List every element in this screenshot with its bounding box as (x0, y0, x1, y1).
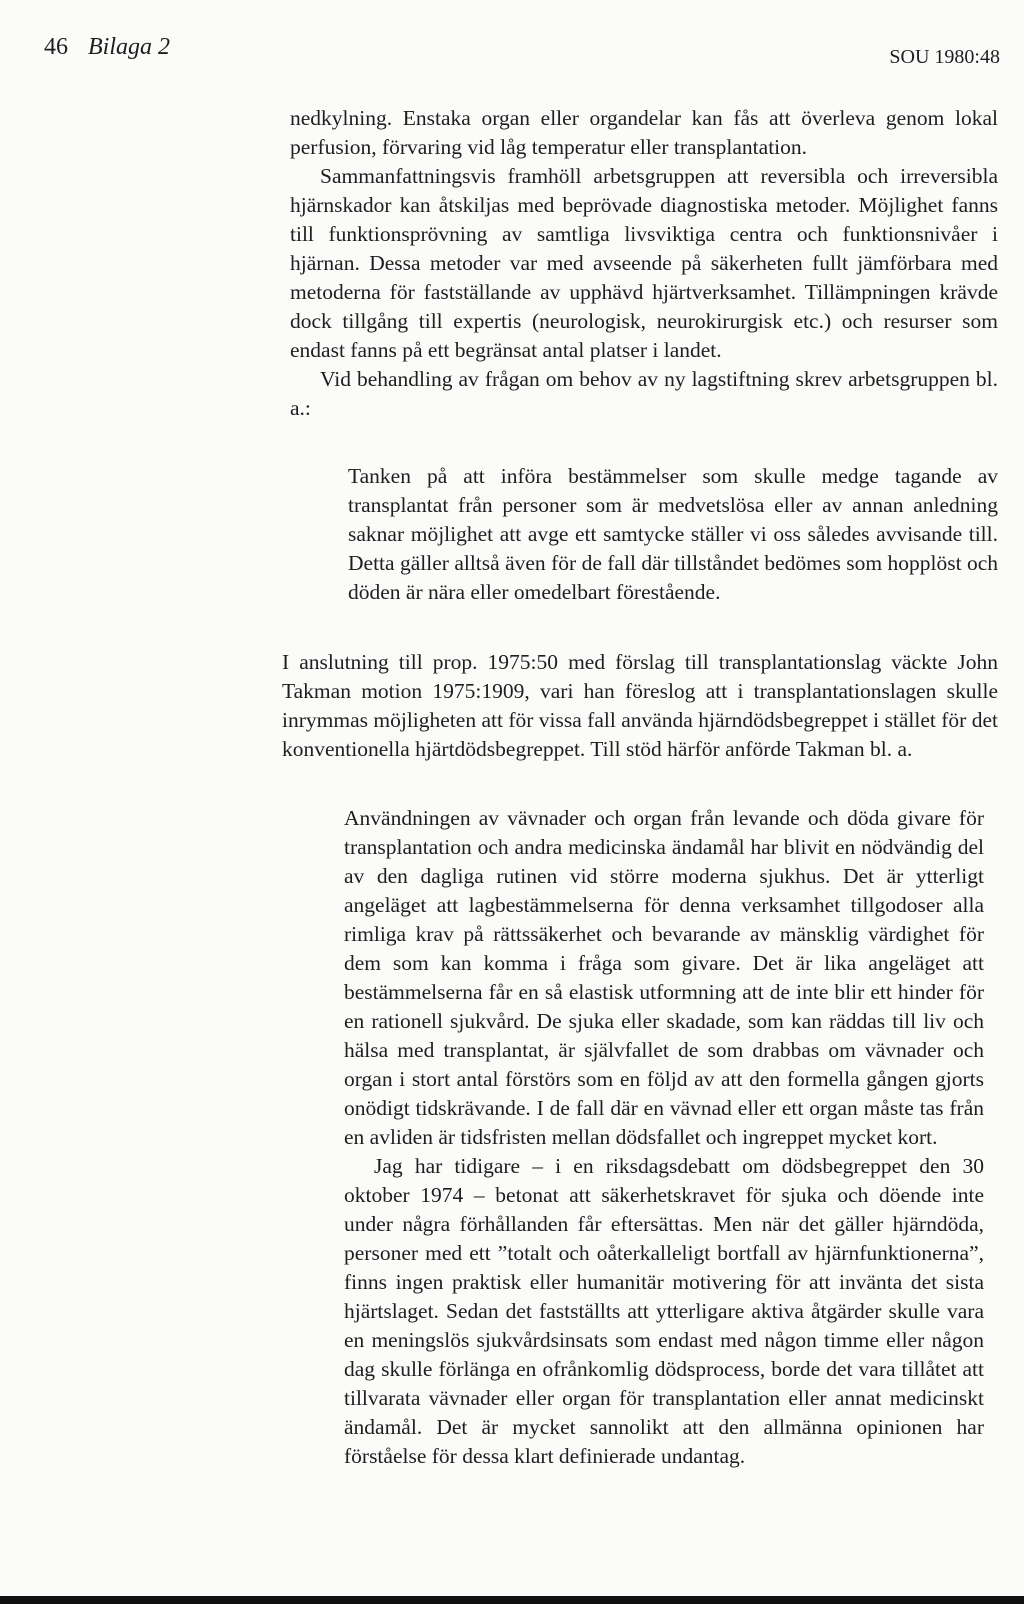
body-text-block-2 (282, 648, 998, 764)
block-quote-takman (344, 804, 984, 1471)
report-reference: SOU 1980:48 (889, 46, 1000, 68)
page-number: 46 (44, 34, 68, 60)
body-text-block-1 (290, 104, 998, 423)
paragraph-summary: Sammanfattningsvis framhöll arbetsgruppen att reversibla och irreversibla hjärnskador kan åtskiljas med beprövade diagnostiska metoder. Möjlighet fanns till funktionsprövning av samtliga livsviktiga centra och funktionsnivåer i hjärnan. Dessa metoder var med avseende på säkerheten fullt jämförbara med metoderna för fastställande av upphävd hjärtverksamhet. Tillämpningen krävde dock tillgång till expertis (neurologisk, neurokirurgisk etc.) och resurser som endast fanns på ett begränsat antal platser i landet. (290, 164, 998, 362)
quote-paragraph: Användningen av vävnader och organ från levande och döda givare för transplantation och andra medicinska ändamål har blivit en nödvändig del av den dagliga rutinen vid större moderna sjukhus. Det är ytterligt angeläget att lagbestämmelserna för denna verksamhet tillgodoser alla rimliga krav på rättssäkerhet och bevarande av mänsklig värdighet för dem som kan komma i fråga som givare. Det är lika angeläget att bestämmelserna får en så elastisk utformning att de inte blir ett hinder för en rationell sjukvård. De sjuka eller skadade, som kan räddas till liv och hälsa med transplantat, är självfallet de som drabbas om vävnader och organ i stort antal förstörs som en följd av att den formella gången gjorts onödigt tidskrävande. I de fall där en vävnad eller ett organ måste tas från en avliden är tidsfristen mellan dödsfallet och ingreppet mycket kort. (344, 806, 984, 1149)
paragraph-continued: nedkylning. Enstaka organ eller organdelar kan fås att överleva genom lokal perfusion, förvaring vid låg temperatur eller transplantation. (290, 106, 998, 159)
section-title: Bilaga 2 (88, 34, 170, 60)
bottom-scan-edge (0, 1596, 1024, 1604)
block-quote-working-group (348, 462, 998, 607)
quote-paragraph: Jag har tidigare – i en riksdagsdebatt om dödsbegreppet den 30 oktober 1974 – betonat att säkerhetskravet för sjuka och döende inte under några förhållanden får eftersättas. Men när det gäller hjärndöda, personer med ett ”totalt och oåterkalleligt bortfall av hjärnfunktionerna”, finns ingen praktisk eller humanitär motivering för att invänta det sista hjärtslaget. Sedan det fastställts att ytterligare aktiva åtgärder skulle vara en meningslös sjukvårdsinsats som endast med någon timme eller någon dag skulle förlänga en ofrånkomlig dödsprocess, borde det vara tillåtet att tillvarata vävnader eller organ för transplantation eller annat medicinskt ändamål. Det är mycket sannolikt att den allmänna opinionen har förståelse för dessa klart definierade undantag. (344, 1154, 984, 1468)
quote-paragraph: Tanken på att införa bestämmelser som skulle medge tagande av transplantat från personer som är medvetslösa eller av annan anledning saknar möjlighet att avge ett samtycke ställer vi oss således avvisande till. Detta gäller alltså även för de fall där tillståndet bedömes som hopplöst och döden är nära eller omedelbart förestående. (348, 464, 998, 604)
paragraph-legislation-intro: Vid behandling av frågan om behov av ny lagstiftning skrev arbetsgruppen bl. a.: (290, 367, 998, 420)
page-header (44, 32, 1000, 72)
paragraph-motion: I anslutning till prop. 1975:50 med förslag till transplantationslag väckte John Takman motion 1975:1909, vari han föreslog att i transplantationslagen skulle inrymmas möjligheten att för vissa fall använda hjärndödsbegreppet i stället för det konventionella hjärtdödsbegreppet. Till stöd härför anförde Takman bl. a. (282, 650, 998, 761)
